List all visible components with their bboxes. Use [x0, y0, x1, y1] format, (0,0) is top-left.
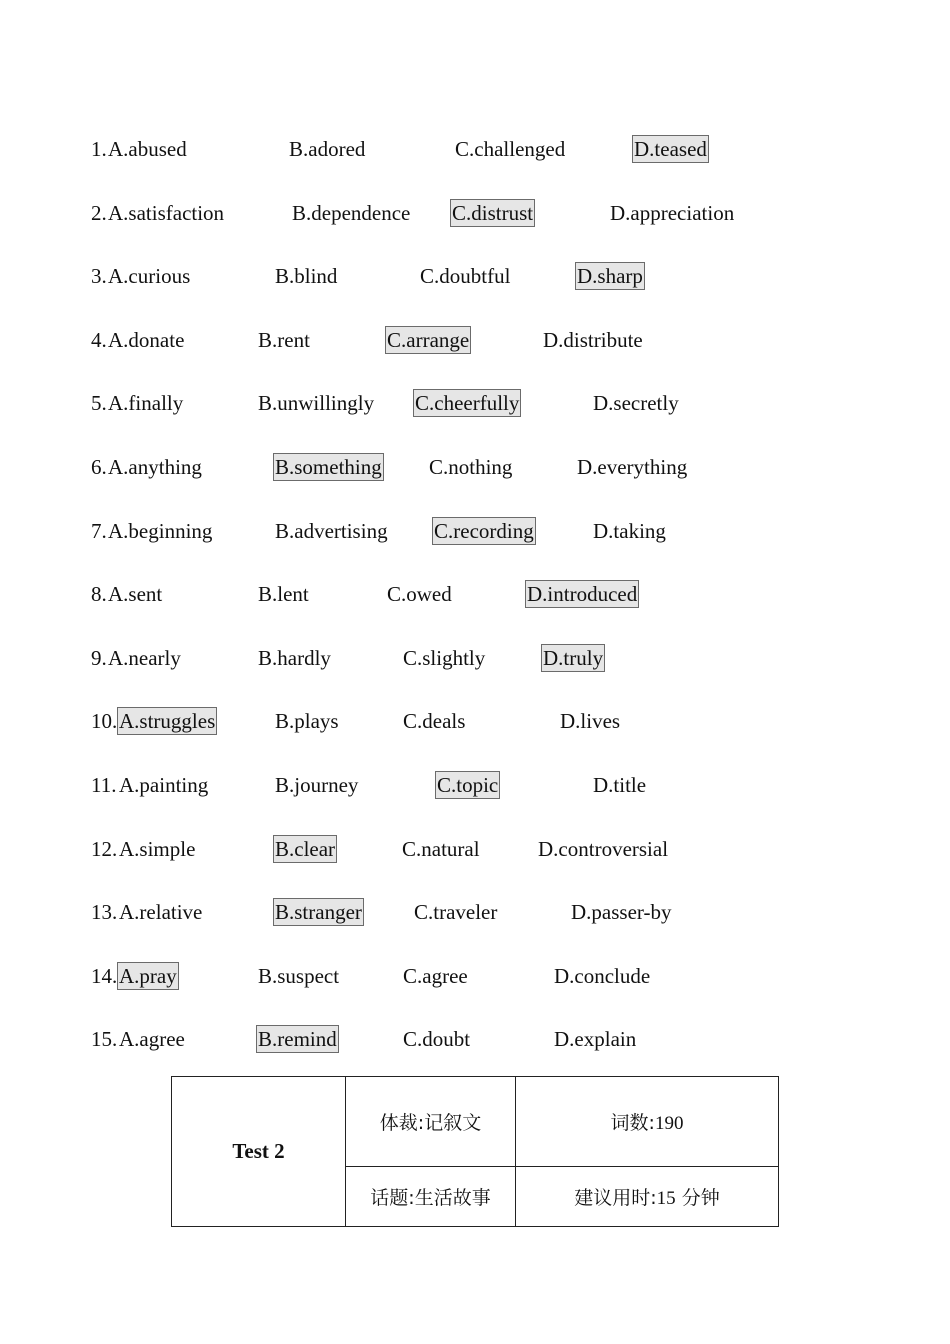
question-row [0, 198, 950, 232]
question-row [0, 516, 950, 550]
topic-text: 话题:生活故事 [370, 1187, 491, 1209]
answer-option-highlighted: B.stranger [275, 900, 362, 924]
answer-option: D.secretly [593, 391, 679, 415]
answer-option: A.finally [108, 391, 184, 415]
answer-option: B.journey [275, 773, 359, 797]
question-number: 15. [91, 1027, 118, 1051]
test-label: Test 2 [232, 1139, 285, 1163]
question-row [0, 452, 950, 486]
answer-option: A.relative [119, 900, 203, 924]
answer-option: A.abused [108, 137, 187, 161]
answer-option: D.controversial [538, 837, 669, 861]
question-row [0, 261, 950, 295]
test-label-cell [172, 1077, 346, 1227]
answer-option-highlighted: D.teased [634, 137, 707, 161]
answer-option: D.appreciation [610, 201, 735, 225]
answer-option: C.slightly [403, 646, 486, 670]
answer-option: A.curious [108, 264, 191, 288]
answer-option-highlighted: B.clear [275, 837, 336, 861]
answer-option: B.unwillingly [258, 391, 375, 415]
answer-option: D.distribute [543, 328, 643, 352]
answer-option: D.explain [554, 1027, 637, 1051]
answer-option-highlighted: B.remind [258, 1027, 337, 1051]
question-number: 7. [91, 519, 107, 543]
question-row [0, 961, 950, 995]
question-number: 13. [91, 900, 118, 924]
answer-option: C.traveler [414, 900, 498, 924]
answer-option: A.painting [119, 773, 209, 797]
answer-option: A.beginning [108, 519, 213, 543]
answer-option: A.sent [108, 582, 163, 606]
question-number: 10. [91, 709, 118, 733]
question-number: 6. [91, 455, 107, 479]
answer-option: B.suspect [258, 964, 340, 988]
genre-cell [346, 1077, 516, 1167]
answer-option-highlighted: D.introduced [527, 582, 638, 606]
answer-option: A.satisfaction [108, 201, 225, 225]
answer-option-highlighted: B.something [275, 455, 382, 479]
answer-option: C.natural [402, 837, 480, 861]
question-number: 8. [91, 582, 107, 606]
answer-option-highlighted: A.pray [119, 964, 177, 988]
question-number: 2. [91, 201, 107, 225]
question-row [0, 388, 950, 422]
answer-option: B.plays [275, 709, 339, 733]
answer-option-highlighted: C.recording [434, 519, 534, 543]
question-row [0, 770, 950, 804]
word-count-label: 词数: [610, 1112, 655, 1134]
question-number: 14. [91, 964, 118, 988]
answer-option: B.rent [258, 328, 310, 352]
question-number: 12. [91, 837, 118, 861]
answer-option: B.blind [275, 264, 338, 288]
question-row [0, 134, 950, 168]
answer-option-highlighted: C.arrange [387, 328, 470, 352]
answer-option: A.agree [119, 1027, 185, 1051]
answer-option: B.hardly [258, 646, 331, 670]
question-number: 4. [91, 328, 107, 352]
question-row [0, 706, 950, 740]
answer-option: B.adored [289, 137, 366, 161]
test-info-table [171, 1076, 779, 1227]
answer-option: B.dependence [292, 201, 411, 225]
genre-text: 体裁:记叙文 [379, 1112, 482, 1134]
topic-cell [346, 1167, 516, 1227]
question-number: 1. [91, 137, 107, 161]
answer-option-highlighted: A.struggles [119, 709, 216, 733]
answer-option: C.doubt [403, 1027, 471, 1051]
time-unit: 分钟 [675, 1187, 720, 1209]
answer-option: C.nothing [429, 455, 513, 479]
answer-option-highlighted: D.sharp [577, 264, 643, 288]
answer-option-highlighted: C.distrust [452, 201, 534, 225]
question-row [0, 325, 950, 359]
answer-option-highlighted: C.cheerfully [415, 391, 520, 415]
question-number: 3. [91, 264, 107, 288]
answer-option: C.doubtful [420, 264, 511, 288]
word-count-cell [516, 1077, 779, 1167]
answer-option: B.lent [258, 582, 309, 606]
question-row [0, 834, 950, 868]
answer-option: D.taking [593, 519, 666, 543]
answer-option: C.challenged [455, 137, 566, 161]
answer-option: A.donate [108, 328, 185, 352]
question-number: 5. [91, 391, 107, 415]
question-row [0, 643, 950, 677]
answer-option: A.nearly [108, 646, 181, 670]
answer-option-highlighted: C.topic [437, 773, 499, 797]
answer-option: D.title [593, 773, 647, 797]
question-number: 9. [91, 646, 107, 670]
answer-option: D.conclude [554, 964, 651, 988]
time-cell [516, 1167, 779, 1227]
word-count-value: 190 [654, 1113, 684, 1134]
answer-option: D.everything [577, 455, 688, 479]
answer-option: D.passer-by [571, 900, 672, 924]
answer-option: A.anything [108, 455, 202, 479]
question-row [0, 579, 950, 613]
question-number: 11. [91, 773, 117, 797]
answer-option: C.agree [403, 964, 468, 988]
time-label: 建议用时: [574, 1187, 657, 1209]
answer-option: B.advertising [275, 519, 388, 543]
answer-option-highlighted: D.truly [543, 646, 604, 670]
question-row [0, 1024, 950, 1058]
answer-option: D.lives [560, 709, 621, 733]
answer-option: C.deals [403, 709, 466, 733]
time-value: 15 [656, 1188, 676, 1209]
question-row [0, 897, 950, 931]
answer-option: A.simple [119, 837, 196, 861]
answer-option: C.owed [387, 582, 452, 606]
